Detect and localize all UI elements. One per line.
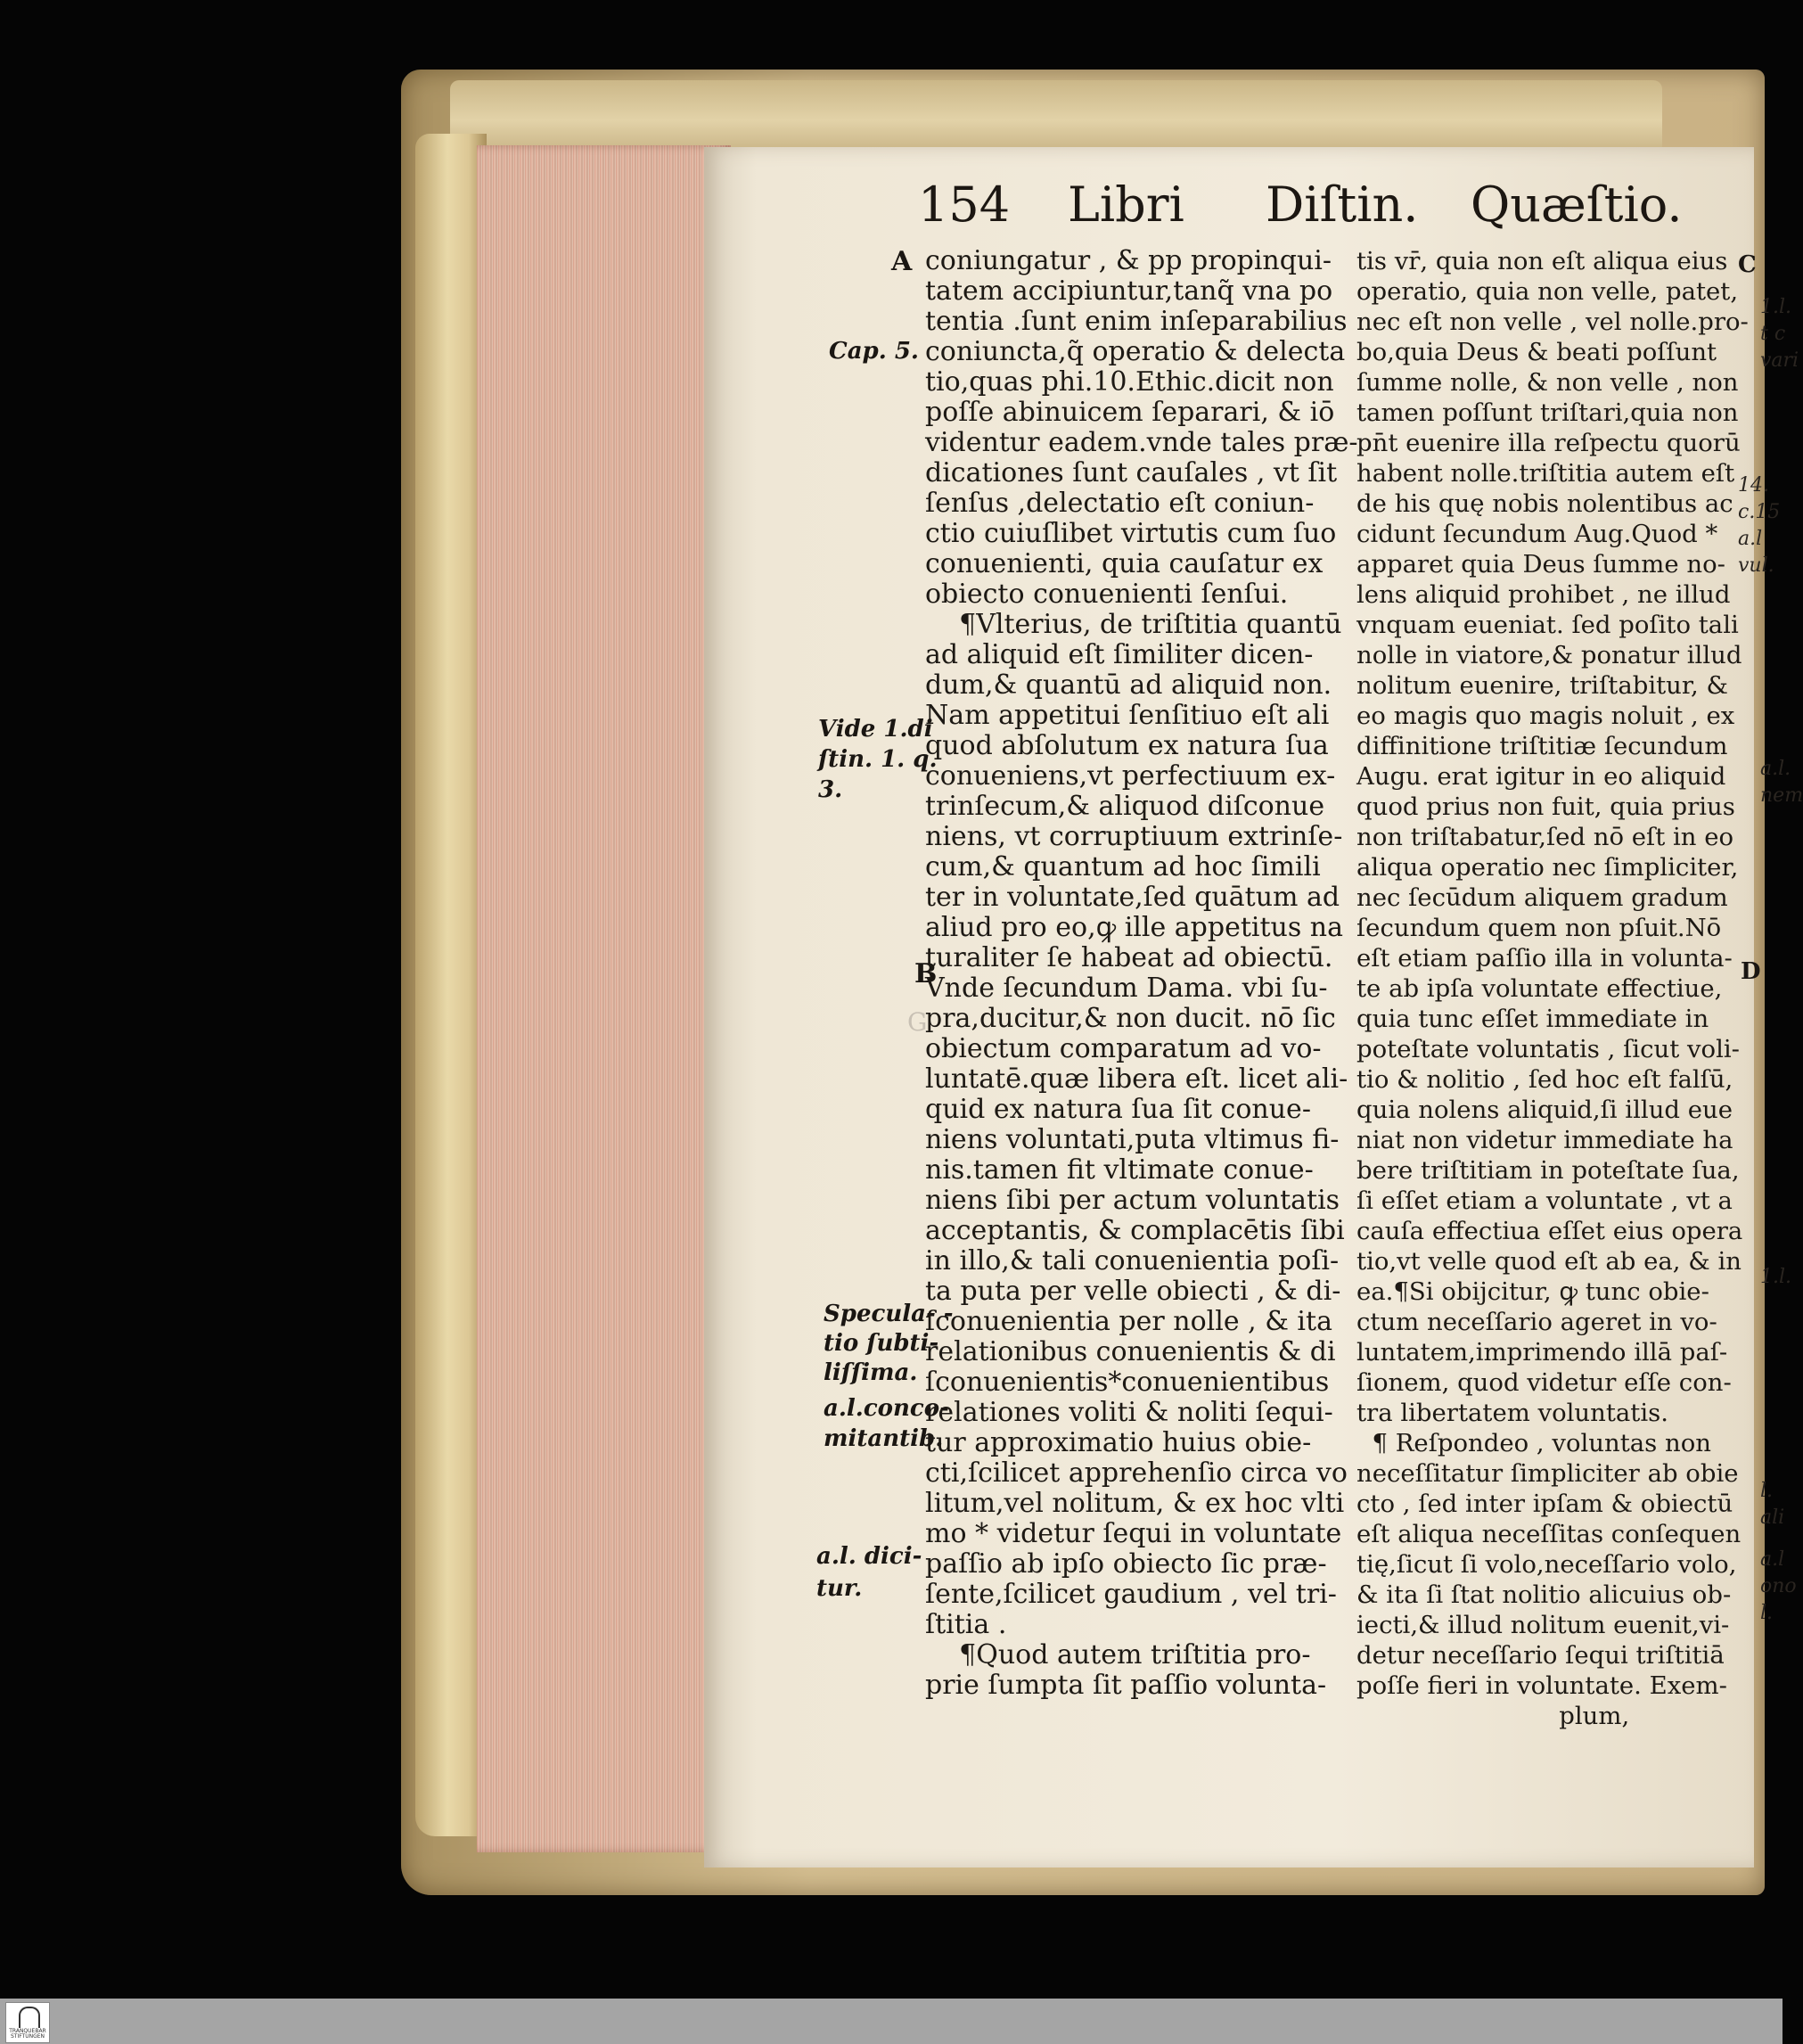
- text-line: tatem accipiuntur,tanq̃ vna po: [925, 275, 1333, 307]
- text-line: tra libertatem voluntatis.: [1356, 1399, 1668, 1427]
- book-spine-edge: [415, 134, 487, 1836]
- text-line: de his quę nobis nolentibus ac: [1356, 489, 1733, 518]
- text-line: cto , ſed inter ipſam & obiectū: [1356, 1490, 1733, 1518]
- right-margin-fragment: 1.l. t c vari: [1760, 296, 1799, 372]
- text-line: habent nolle.triſtitia autem eſt: [1356, 459, 1735, 488]
- margin-note-vide: Vide 1.di ſtin. 1. q. 3.: [818, 716, 938, 803]
- text-line: quia tunc eſſet immediate in: [1356, 1005, 1709, 1033]
- text-line: mo * videtur ſequi in voluntate: [925, 1518, 1342, 1549]
- viewer-footer-bar: [0, 1999, 1783, 2044]
- text-line: non triſtabatur,ſed nō eſt in eo: [1356, 823, 1734, 851]
- margin-note-dicitur: a.l. dici- tur.: [816, 1543, 922, 1602]
- text-line: tio,vt velle quod eſt ab ea, & in: [1356, 1247, 1742, 1276]
- text-line: litum,vel nolitum, & ex hoc vlti: [925, 1488, 1345, 1519]
- text-line: niens ſibi per actum voluntatis: [925, 1185, 1340, 1216]
- text-line: ter in voluntate,ſed quātum ad: [925, 882, 1340, 913]
- text-line: turaliter ſe habeat ad obiectū.: [925, 942, 1333, 973]
- text-line: niens voluntati,puta vltimus fi-: [925, 1124, 1340, 1155]
- section-letter-d: D: [1741, 958, 1761, 985]
- text-line: cauſa effectiua eſſet eius opera: [1356, 1217, 1743, 1245]
- text-line: ſenſus ,delectatio eſt coniun-: [925, 488, 1315, 519]
- page-number: 154: [918, 176, 1011, 233]
- text-line: cidunt ſecundum Aug.Quod *: [1356, 520, 1718, 548]
- text-line: poteſtate voluntatis , ſicut voli-: [1356, 1035, 1740, 1063]
- text-line: ſi eſſet etiam a voluntate , vt a: [1356, 1186, 1733, 1215]
- ghost-letter: G: [907, 1007, 928, 1037]
- margin-note-speculatio: Specula- - tio ſubti- liſſima.: [824, 1301, 954, 1386]
- text-line: tamen poſſunt triſtari,quia non: [1356, 398, 1739, 427]
- text-line: relationes voliti & noliti ſequi-: [925, 1397, 1333, 1428]
- text-line: acceptantis, & complacētis ſibi: [925, 1215, 1345, 1246]
- text-line: tio & nolitio , ſed hoc eſt falſū,: [1356, 1065, 1733, 1094]
- right-margin-fragment: 1.l.: [1760, 1266, 1792, 1288]
- text-line: ¶Vlterius, de triſtitia quantū: [925, 609, 1342, 640]
- text-line: nec eſt non velle , vel nolle.pro-: [1356, 308, 1749, 336]
- text-line: Augu. erat igitur in eo aliquid: [1356, 762, 1726, 791]
- text-line: ¶ Reſpondeo , voluntas non: [1356, 1429, 1711, 1457]
- text-line: ctio cuiuſlibet virtutis cum ſuo: [925, 518, 1337, 549]
- text-line: ea.¶Si obijcitur, ꝙ tunc obie-: [1356, 1277, 1709, 1306]
- library-logo[interactable]: [5, 2002, 50, 2043]
- text-line: coniungatur , & pp propinqui-: [925, 245, 1332, 276]
- text-line: pra,ducitur,& non ducit. nō ſic: [925, 1003, 1336, 1034]
- section-letter-b: B: [914, 958, 938, 989]
- text-line: tię,ſicut ſi volo,neceſſario volo,: [1356, 1550, 1737, 1579]
- text-line: coniuncta,q̃ operatio & delecta: [925, 336, 1346, 367]
- text-line: te ab ipſa voluntate effectiue,: [1356, 974, 1723, 1003]
- text-line: eo magis quo magis noluit , ex: [1356, 702, 1735, 730]
- right-margin-fragment: l. ali: [1760, 1480, 1785, 1529]
- header-quaestio: Quæſtio.: [1471, 176, 1683, 233]
- text-line: bere triſtitiam in poteſtate ſua,: [1356, 1156, 1740, 1185]
- text-line: conuenienti, quia cauſatur ex: [925, 548, 1324, 579]
- text-line: eſt etiam paſſio illa in volunta-: [1356, 944, 1733, 973]
- text-line: ad aliquid eſt ſimiliter dicen-: [925, 639, 1314, 670]
- text-line: nec ſecūdum aliquem gradum: [1356, 883, 1728, 912]
- text-line: poſſe fieri in voluntate. Exem-: [1356, 1671, 1727, 1700]
- text-line: ¶Quod autem triſtitia pro-: [925, 1639, 1311, 1670]
- text-line: ſionem, quod videtur eſſe con-: [1356, 1368, 1732, 1397]
- text-line: tis vr̄, quia non eſt aliqua eius: [1356, 247, 1728, 275]
- header-distin: Diſtin.: [1266, 176, 1419, 233]
- text-line: tentia .ſunt enim inſeparabilius: [925, 306, 1348, 337]
- section-letter-c: C: [1738, 251, 1757, 278]
- right-margin-fragment: a.l. nem: [1760, 758, 1803, 807]
- logo-text: TRANQUEBAR STIFTUNGEN: [9, 2028, 46, 2040]
- logo-arch-icon: [19, 2007, 40, 2028]
- text-line: dum,& quantū ad aliquid non.: [925, 669, 1332, 701]
- text-line: dicationes ſunt cauſales , vt ſit: [925, 457, 1338, 488]
- text-line: quod prius non fuit, quia prius: [1356, 792, 1735, 821]
- text-line: Vnde ſecundum Dama. vbi ſu-: [925, 973, 1328, 1004]
- text-line: pn̄t euenire illa reſpectu quorū: [1356, 429, 1741, 457]
- text-line: cum,& quantum ad hoc ſimili: [925, 851, 1321, 882]
- text-line: quid ex natura ſua ſit conue-: [925, 1094, 1311, 1125]
- text-line: quia nolens aliquid,ſi illud eue: [1356, 1096, 1733, 1124]
- text-line: aliud pro eo,ꝙ ille appetitus na: [925, 912, 1343, 943]
- text-line: eſt aliqua neceſſitas conſequen: [1356, 1520, 1742, 1548]
- margin-note-cap: Cap. 5.: [829, 338, 919, 365]
- text-line: diffinitione triſtitiæ ſecundum: [1356, 732, 1728, 760]
- text-line: ſumme nolle, & non velle , non: [1356, 368, 1739, 397]
- section-letter-a: A: [891, 246, 913, 277]
- text-line: & ita ſi ſtat nolitio alicuius ob-: [1356, 1580, 1732, 1609]
- text-line: luntatem,imprimendo illā paſ-: [1356, 1338, 1728, 1367]
- margin-note-concomitantib: a.l.conco- mitantib.: [824, 1395, 949, 1452]
- text-line: luntatē.quæ libera eſt. licet ali-: [925, 1063, 1348, 1095]
- text-line: conueniens,vt perfectiuum ex-: [925, 760, 1336, 792]
- text-line: iecti,& illud nolitum euenit,vi-: [1356, 1611, 1730, 1639]
- text-line: poſſe abinuicem ſeparari, & iō: [925, 397, 1335, 428]
- text-line: ctum neceſſario ageret in vo-: [1356, 1308, 1717, 1336]
- text-line: ſconuenientia per nolle , & ita: [925, 1306, 1332, 1337]
- text-line: aliqua operatio nec ſimpliciter,: [1356, 853, 1739, 882]
- text-column-right: [1356, 246, 1749, 1731]
- text-line: in illo,& tali conuenientia poſi-: [925, 1245, 1340, 1276]
- right-margin-fragment: 14. c.15 a.l vul.: [1738, 474, 1781, 577]
- text-column-left: [925, 246, 1358, 1701]
- text-line: niens, vt corruptiuum extrinſe-: [925, 821, 1343, 852]
- book-top-edge: [450, 80, 1662, 147]
- text-line: tur approximatio huius obie-: [925, 1427, 1312, 1458]
- text-line: vnquam eueniat. ſed poſito tali: [1356, 611, 1739, 639]
- text-line: videntur eadem.vnde tales præ-: [925, 427, 1358, 458]
- text-line: quod abſolutum ex natura ſua: [925, 730, 1329, 761]
- text-line: ta puta per velle obiecti , & di-: [925, 1276, 1341, 1307]
- text-line: relationibus conuenientis & di: [925, 1336, 1336, 1367]
- text-line: niat non videtur immediate ha: [1356, 1126, 1733, 1154]
- text-line: bo,quia Deus & beati poſſunt: [1356, 338, 1717, 366]
- right-margin-fragment: a.l ono l.: [1760, 1548, 1797, 1624]
- text-line: prie ſumpta ſit paſſio volunta-: [925, 1670, 1327, 1701]
- text-line: cti,ſcilicet apprehenſio circa vo: [925, 1457, 1348, 1489]
- text-line: paſſio ab ipſo obiecto ſic præ-: [925, 1548, 1327, 1580]
- text-line: nolle in viatore,& ponatur illud: [1356, 641, 1742, 669]
- text-line: ſecundum quem non pſuit.Nō: [1356, 914, 1722, 942]
- text-line: ſente,ſcilicet gaudium , vel tri-: [925, 1579, 1337, 1610]
- text-line: operatio, quia non velle, patet,: [1356, 277, 1739, 306]
- text-line: tio,quas phi.10.Ethic.dicit non: [925, 366, 1334, 398]
- text-line: nolitum euenire, triſtabitur, &: [1356, 671, 1728, 700]
- text-line: trinſecum,& aliquod diſconue: [925, 791, 1325, 822]
- text-line: detur neceſſario ſequi triſtitiā: [1356, 1641, 1725, 1670]
- text-line: apparet quia Deus ſumme no-: [1356, 550, 1725, 579]
- text-line: nis.tamen fit vltimate conue-: [925, 1154, 1314, 1186]
- text-line: ſtitia .: [925, 1609, 1007, 1640]
- page-edges: [477, 145, 731, 1852]
- text-line: obiecto conuenienti ſenſui.: [925, 579, 1289, 610]
- text-line: plum,: [1356, 1702, 1630, 1730]
- text-line: lens aliquid prohibet , ne illud: [1356, 580, 1731, 609]
- text-line: obiectum comparatum ad vo-: [925, 1033, 1322, 1064]
- text-line: Nam appetitui ſenſitiuo eſt ali: [925, 700, 1330, 731]
- header-libri: Libri: [1068, 176, 1184, 233]
- text-line: ſconuenientis*conuenientibus: [925, 1367, 1330, 1398]
- text-line: neceſſitatur ſimpliciter ab obie: [1356, 1459, 1739, 1488]
